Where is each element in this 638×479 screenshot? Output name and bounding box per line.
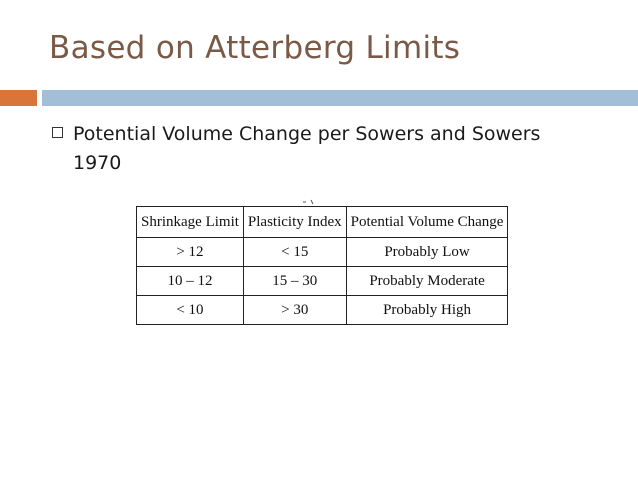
title-accent-bar (0, 90, 37, 106)
header-shrinkage-limit: Shrinkage Limit (137, 207, 244, 238)
cell-shrinkage-limit: 10 – 12 (137, 267, 244, 296)
title-rule-bar (42, 90, 638, 106)
cell-plasticity-index: < 15 (243, 238, 346, 267)
table-row (137, 238, 508, 267)
cell-volume-change: Probably Low (346, 238, 508, 267)
cell-volume-change: Probably High (346, 296, 508, 325)
cell-shrinkage-limit: < 10 (137, 296, 244, 325)
square-bullet-icon (52, 127, 63, 138)
header-potential-volume-change: Potential Volume Change (346, 207, 508, 238)
header-plasticity-index: Plasticity Index (243, 207, 346, 238)
cell-volume-change: Probably Moderate (346, 267, 508, 296)
cell-plasticity-index: > 30 (243, 296, 346, 325)
bullet-text: Potential Volume Change per Sowers and Sowers 1970 (73, 123, 541, 174)
volume-change-table (136, 206, 508, 325)
scan-artifact-mark (302, 199, 316, 205)
table-row (137, 296, 508, 325)
table-row (137, 267, 508, 296)
cell-plasticity-index: 15 – 30 (243, 267, 346, 296)
table-header-row (137, 207, 508, 238)
slide-title: Based on Atterberg Limits (49, 30, 461, 66)
cell-shrinkage-limit: > 12 (137, 238, 244, 267)
